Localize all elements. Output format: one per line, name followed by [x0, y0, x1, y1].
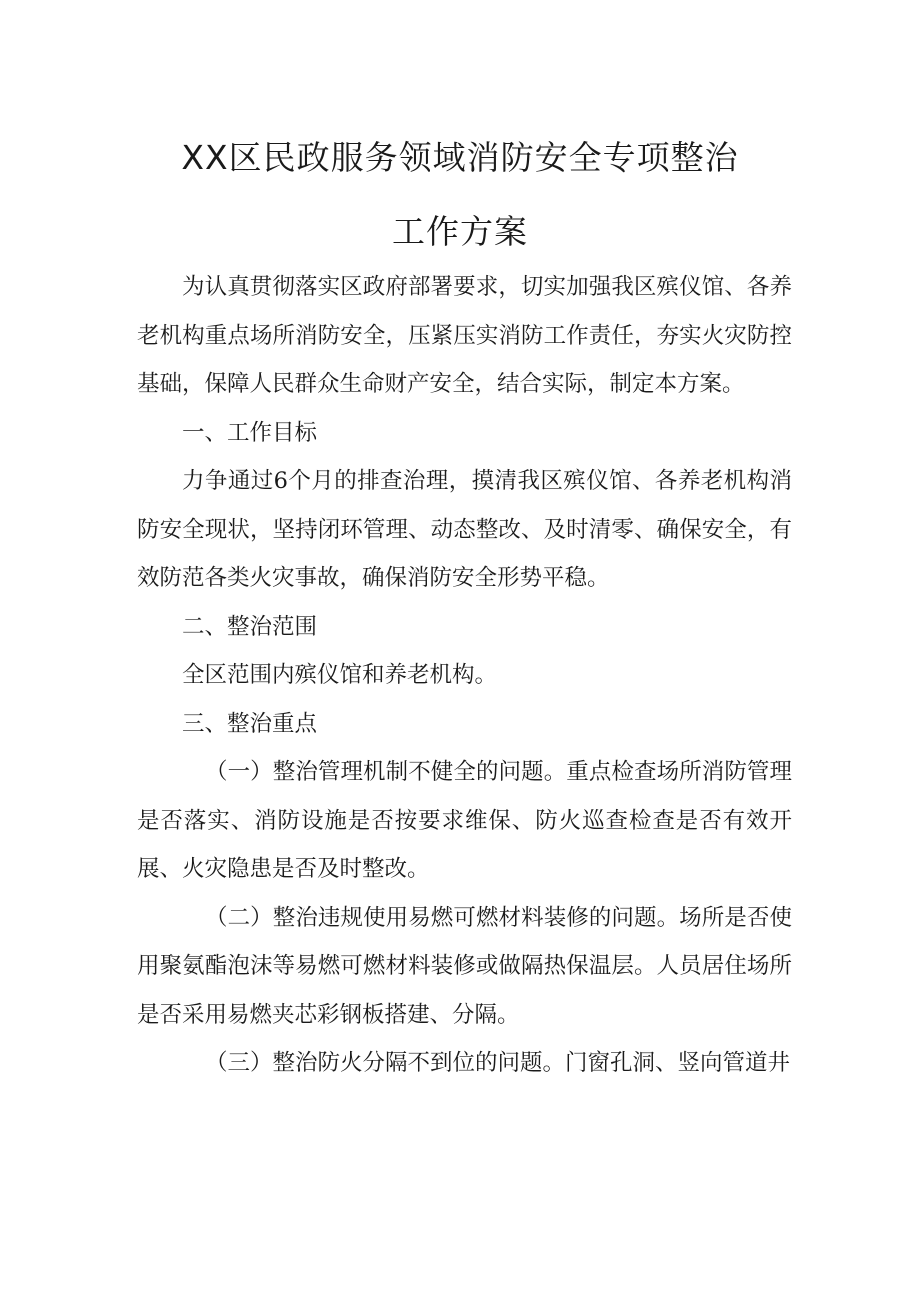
- document-title-line-1: XX区民政服务领域消防安全专项整治: [181, 138, 739, 177]
- document-body: [137, 263, 792, 1088]
- scope-paragraph: 全区范围内殡仪馆和养老机构。: [182, 662, 498, 688]
- goals-paragraph: 力争通过6个月的排查治理，摸清我区殡仪馆、各养老机构消防安全现状，坚持闭环管理、动态整改、及时清零、确保安全，有效防范各类火灾事故，确保消防安全形势平稳。: [137, 468, 792, 591]
- section-heading-scope: 二、整治范围: [182, 613, 318, 640]
- focus-item-1: （一）整治管理机制不健全的问题。重点检查场所消防管理是否落实、消防设施是否按要求维保、防火巡查检查是否有效开展、火灾隐患是否及时整改。: [137, 759, 792, 882]
- focus-item-2: （二）整治违规使用易燃可燃材料装修的问题。场所是否使用聚氨酯泡沫等易燃可燃材料装修或做隔热保温层。人员居住场所是否采用易燃夹芯彩钢板搭建、分隔。: [137, 904, 792, 1028]
- document-title-line-2: 工作方案: [392, 212, 528, 251]
- section-heading-focus: 三、整治重点: [182, 710, 318, 737]
- intro-paragraph: 为认真贯彻落实区政府部署要求，切实加强我区殡仪馆、各养老机构重点场所消防安全，压紧压实消防工作责任，夯实火灾防控基础，保障人民群众生命财产安全，结合实际，制定本方案。: [137, 274, 792, 397]
- focus-item-3: （三）整治防火分隔不到位的问题。门窗孔洞、竖向管道井: [205, 1050, 791, 1076]
- section-heading-goals: 一、工作目标: [182, 419, 318, 446]
